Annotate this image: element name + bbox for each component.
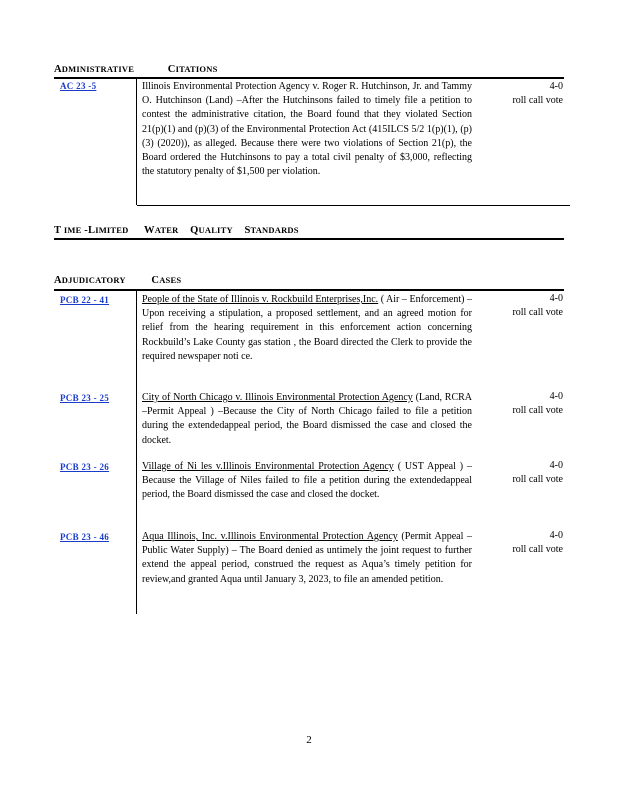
vote-count: 4-0 bbox=[549, 81, 563, 92]
vote-count: 4-0 bbox=[549, 293, 563, 304]
case-description: ( Air – Enforcement) – Upon receiving a stipulation, a proposed settlement, and an agreed motion for relief from the hearing requirement in this enforcement action concerning Rockbuild’s Lake County gas station , the Board directed the Clerk to provide the required newspaper noti ce. bbox=[142, 294, 472, 362]
case-number-link[interactable]: PCB 23 - 46 bbox=[60, 532, 110, 542]
vote-label: roll call vote bbox=[512, 405, 563, 416]
heading-rest: TANDARDS bbox=[250, 225, 299, 235]
section-heading-adjudicatory-cases bbox=[54, 275, 181, 286]
heading-letter: A bbox=[54, 275, 62, 286]
vote-count: 4-0 bbox=[549, 530, 563, 541]
heading-letter: -L bbox=[84, 225, 96, 236]
column-divider bbox=[136, 291, 137, 614]
case-description: ( UST Appeal ) –Because the Village of Niles failed to file a petition during the extendedappeal period, the Board dismissed the case and closed the docket. bbox=[142, 461, 472, 501]
vote-count: 4-0 bbox=[549, 391, 563, 402]
case-entry bbox=[142, 530, 472, 587]
case-description: (Land, RCRA –Permit Appeal ) –Because the City of North Chicago failed to file a petition during the extendedappeal period, the Board dismissed the case and closed the docket. bbox=[142, 392, 473, 446]
vote-count: 4-0 bbox=[549, 460, 563, 471]
heading-letter: C bbox=[167, 64, 176, 75]
case-number-link[interactable]: PCB 23 - 25 bbox=[60, 393, 110, 403]
column-divider bbox=[136, 79, 137, 205]
entry-bottom-rule bbox=[137, 205, 570, 206]
vote-label: roll call vote bbox=[512, 307, 563, 318]
section-heading-administrative-citations bbox=[54, 64, 218, 75]
case-number-link[interactable]: PCB 22 - 41 bbox=[60, 295, 110, 305]
case-entry bbox=[142, 391, 472, 448]
heading-rest: UALITY bbox=[198, 225, 233, 235]
vote-label: roll call vote bbox=[512, 544, 563, 555]
heading-letter: C bbox=[151, 275, 160, 286]
heading-rest: ATER bbox=[154, 225, 179, 235]
heading-letter: T bbox=[54, 225, 62, 236]
heading-rest: IMITED bbox=[95, 225, 129, 235]
vote-label: roll call vote bbox=[512, 95, 563, 106]
heading-letter: W bbox=[143, 225, 155, 236]
case-title: Village of Ni les v.Illinois Environmental Protection Agency bbox=[142, 461, 394, 472]
case-description: (Permit Appeal – Public Water Supply) – The Board denied as untimely the joint request to further extend the appeal period, construed the request as Aqua’s timely petition for review,and granted Aqua until January 3, 2023, to file an amended petition. bbox=[142, 531, 472, 585]
case-entry bbox=[142, 80, 472, 179]
case-entry bbox=[142, 293, 472, 364]
heading-rest: DMINISTRATIVE bbox=[61, 64, 135, 74]
section-rule bbox=[54, 238, 564, 240]
heading-rest: ITATIONS bbox=[175, 64, 218, 74]
case-title: People of the State of Illinois v. Rockbuild Enterprises,Inc. bbox=[142, 294, 379, 305]
section-heading-water-quality-standards bbox=[54, 225, 299, 236]
case-title: Aqua Illinois, Inc. v.Illinois Environmental Protection Agency bbox=[142, 531, 398, 542]
heading-letter: S bbox=[244, 225, 251, 236]
section-rule bbox=[54, 77, 564, 79]
heading-rest: IME bbox=[63, 225, 82, 235]
heading-rest: ASES bbox=[159, 275, 182, 285]
case-number-link[interactable]: AC 23 -5 bbox=[60, 81, 97, 91]
page-number: 2 bbox=[306, 734, 312, 746]
case-description: Illinois Environmental Protection Agency v. Roger R. Hutchinson, Jr. and Tammy O. Hutchinson (Land) –After the Hutchinsons failed to timely file a petition to contest the administrative citation, the Board found that they violated Section 21(p)(1) and (p)(3) of the Environmental Protection Act (415ILCS 5/2 1(p)(1), (p)(3) (2020)), as alleged. Because there were two violations of Section 21(p), the Board ordered the Hutchinsons to pay a total civil penalty of $3,000, reflecting the statutory penalty of $1,500 per violation. bbox=[142, 81, 472, 178]
vote-label: roll call vote bbox=[512, 474, 563, 485]
case-number-link[interactable]: PCB 23 - 26 bbox=[60, 462, 110, 472]
heading-letter: A bbox=[54, 64, 62, 75]
case-title: City of North Chicago v. Illinois Environmental Protection Agency bbox=[142, 392, 413, 403]
heading-letter: Q bbox=[190, 225, 199, 236]
heading-rest: DJUDICATORY bbox=[61, 275, 126, 285]
section-rule bbox=[54, 289, 564, 291]
case-entry bbox=[142, 460, 472, 503]
